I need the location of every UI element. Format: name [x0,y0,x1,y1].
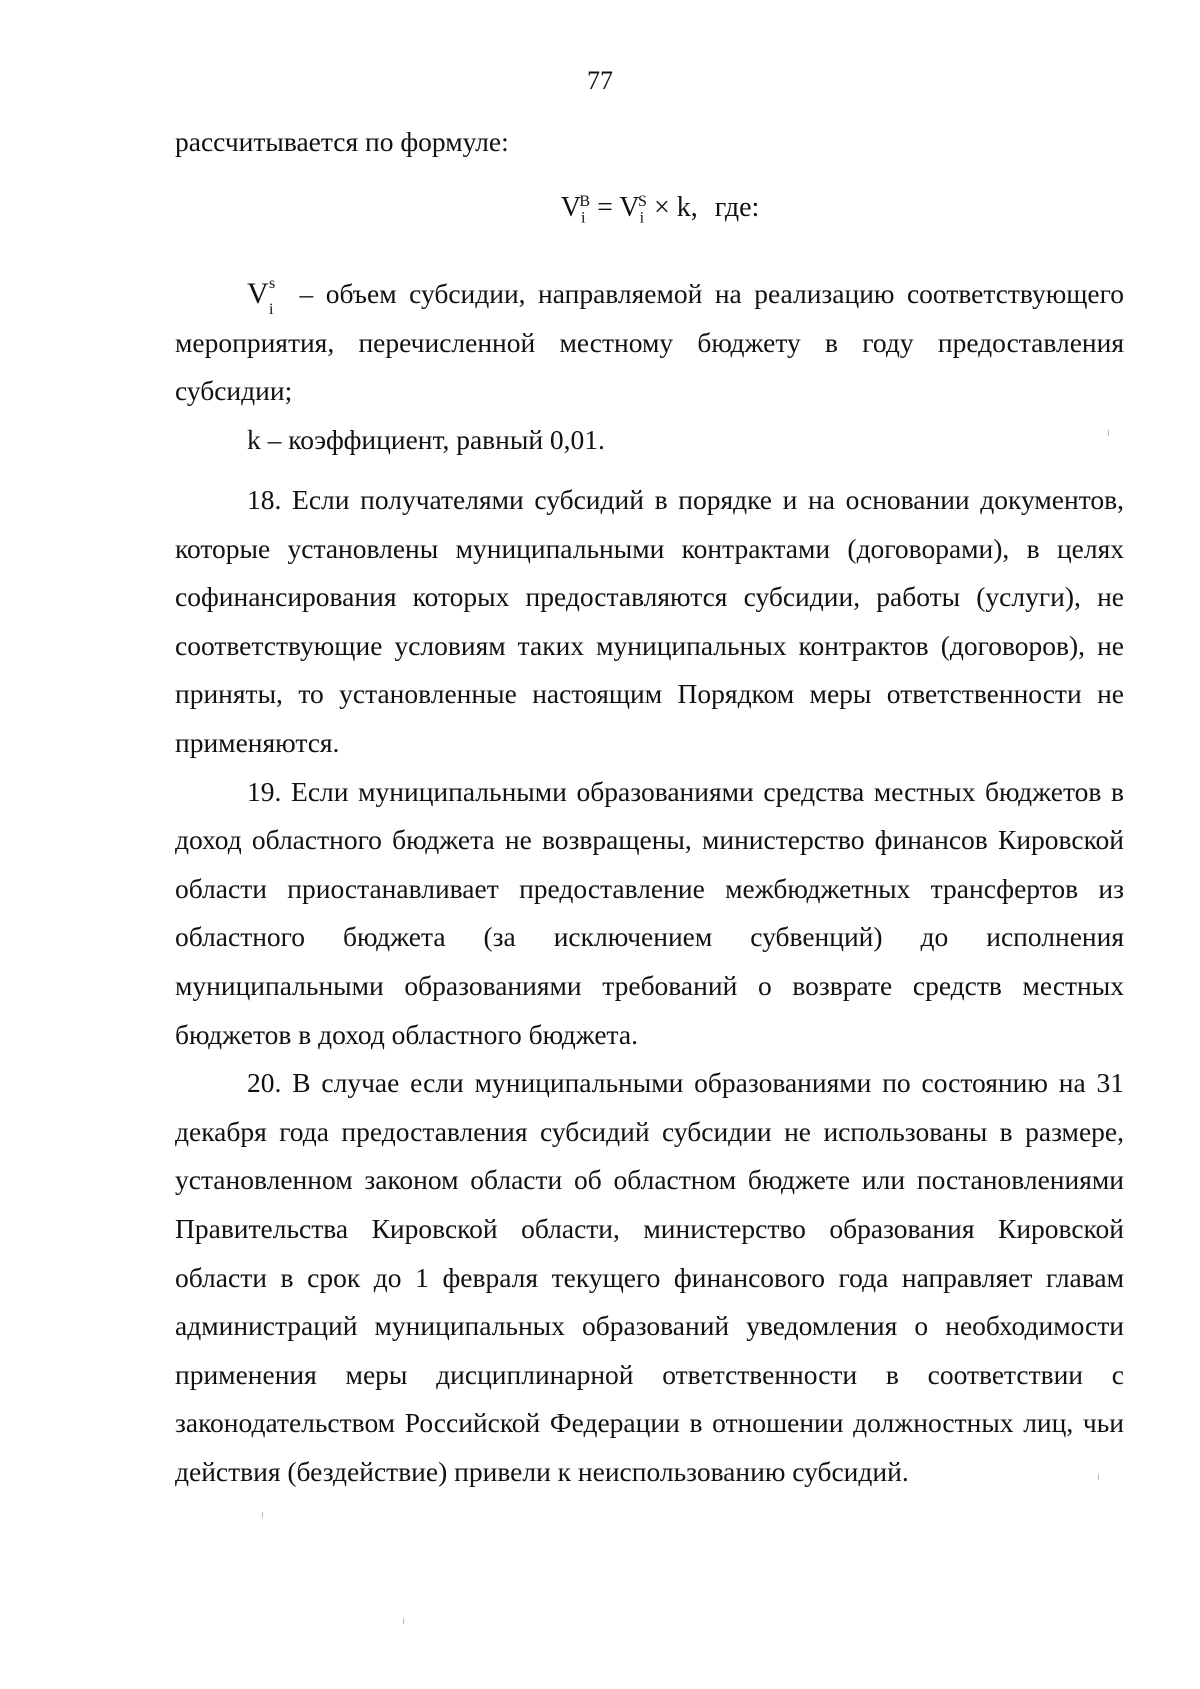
scan-mark [1098,1474,1099,1480]
definitions-block [175,270,1124,464]
paragraph-20: 20. В случае если муниципальными образованиями по состоянию на 31 декабря года предоставления субсидий субсидии не использованы в размере, установленном законом области об областном бюджете или постановлениями Правительства Кировской области, министерство образования Кировской области в срок до 1 февраля текущего финансового года направляет главам администраций муниципальных образований уведомления о необходимости применения меры дисциплинарной ответственности в соответствии с законодательством Российской Федерации в отношении должностных лиц, чьи действия (бездействие) привели к неиспользованию субсидий. [175,1067,1124,1487]
scan-mark [403,1618,404,1624]
vis-subscript: i [269,301,274,318]
formula-sub-i-right: i [639,209,645,227]
intro-line: рассчитывается по формуле: [175,126,509,157]
body-text [175,476,1124,1496]
definition-k: k – коэффициент, равный 0,01. [247,423,605,455]
formula-times-k: × k, [646,192,698,223]
paragraph-18: 18. Если получателями субсидий в порядке и на основании документов, которые установлены муниципальными контрактами (договорами), в целях софинансирования которых предоставляются субсидии, работы (услуги), не соответствующие условиям таких муниципальных контрактов (договоров), не приняты, то установленные настоящим Порядком меры ответственности не применяются. [175,484,1124,758]
intro-block [175,118,1124,167]
vis-symbol [247,270,287,319]
page-number: 77 [587,66,613,95]
formula-where: где: [714,192,760,223]
scan-mark [1108,430,1109,436]
paragraph-19: 19. Если муниципальными образованиями средства местных бюджетов в доход областного бюджета не возвращены, министерство финансов Кировской области приостанавливает предоставление межбюджетных трансфертов из областного бюджета (за исключением субвенций) до исполнения муниципальными образованиями требований о возврате средств местных бюджетов в доход областного бюджета. [175,775,1124,1050]
formula [0,192,1200,228]
formula-sup-b: B [579,192,591,210]
vis-definition-text: – объем субсидии, направляемой на реализацию соответствующего мероприятия, перечисленной местному бюджету в году предоставления субсидии; [175,278,1124,406]
definition-vis [175,270,1124,416]
formula-equals: = [590,192,620,223]
vis-letter: V [247,277,269,310]
formula-v-left: V [560,192,581,223]
formula-sub-i-left: i [580,209,586,227]
formula-sup-s: S [638,192,647,210]
formula-v-right: V [619,192,640,223]
vis-superscript: s [269,275,276,292]
scan-mark [262,1512,263,1518]
